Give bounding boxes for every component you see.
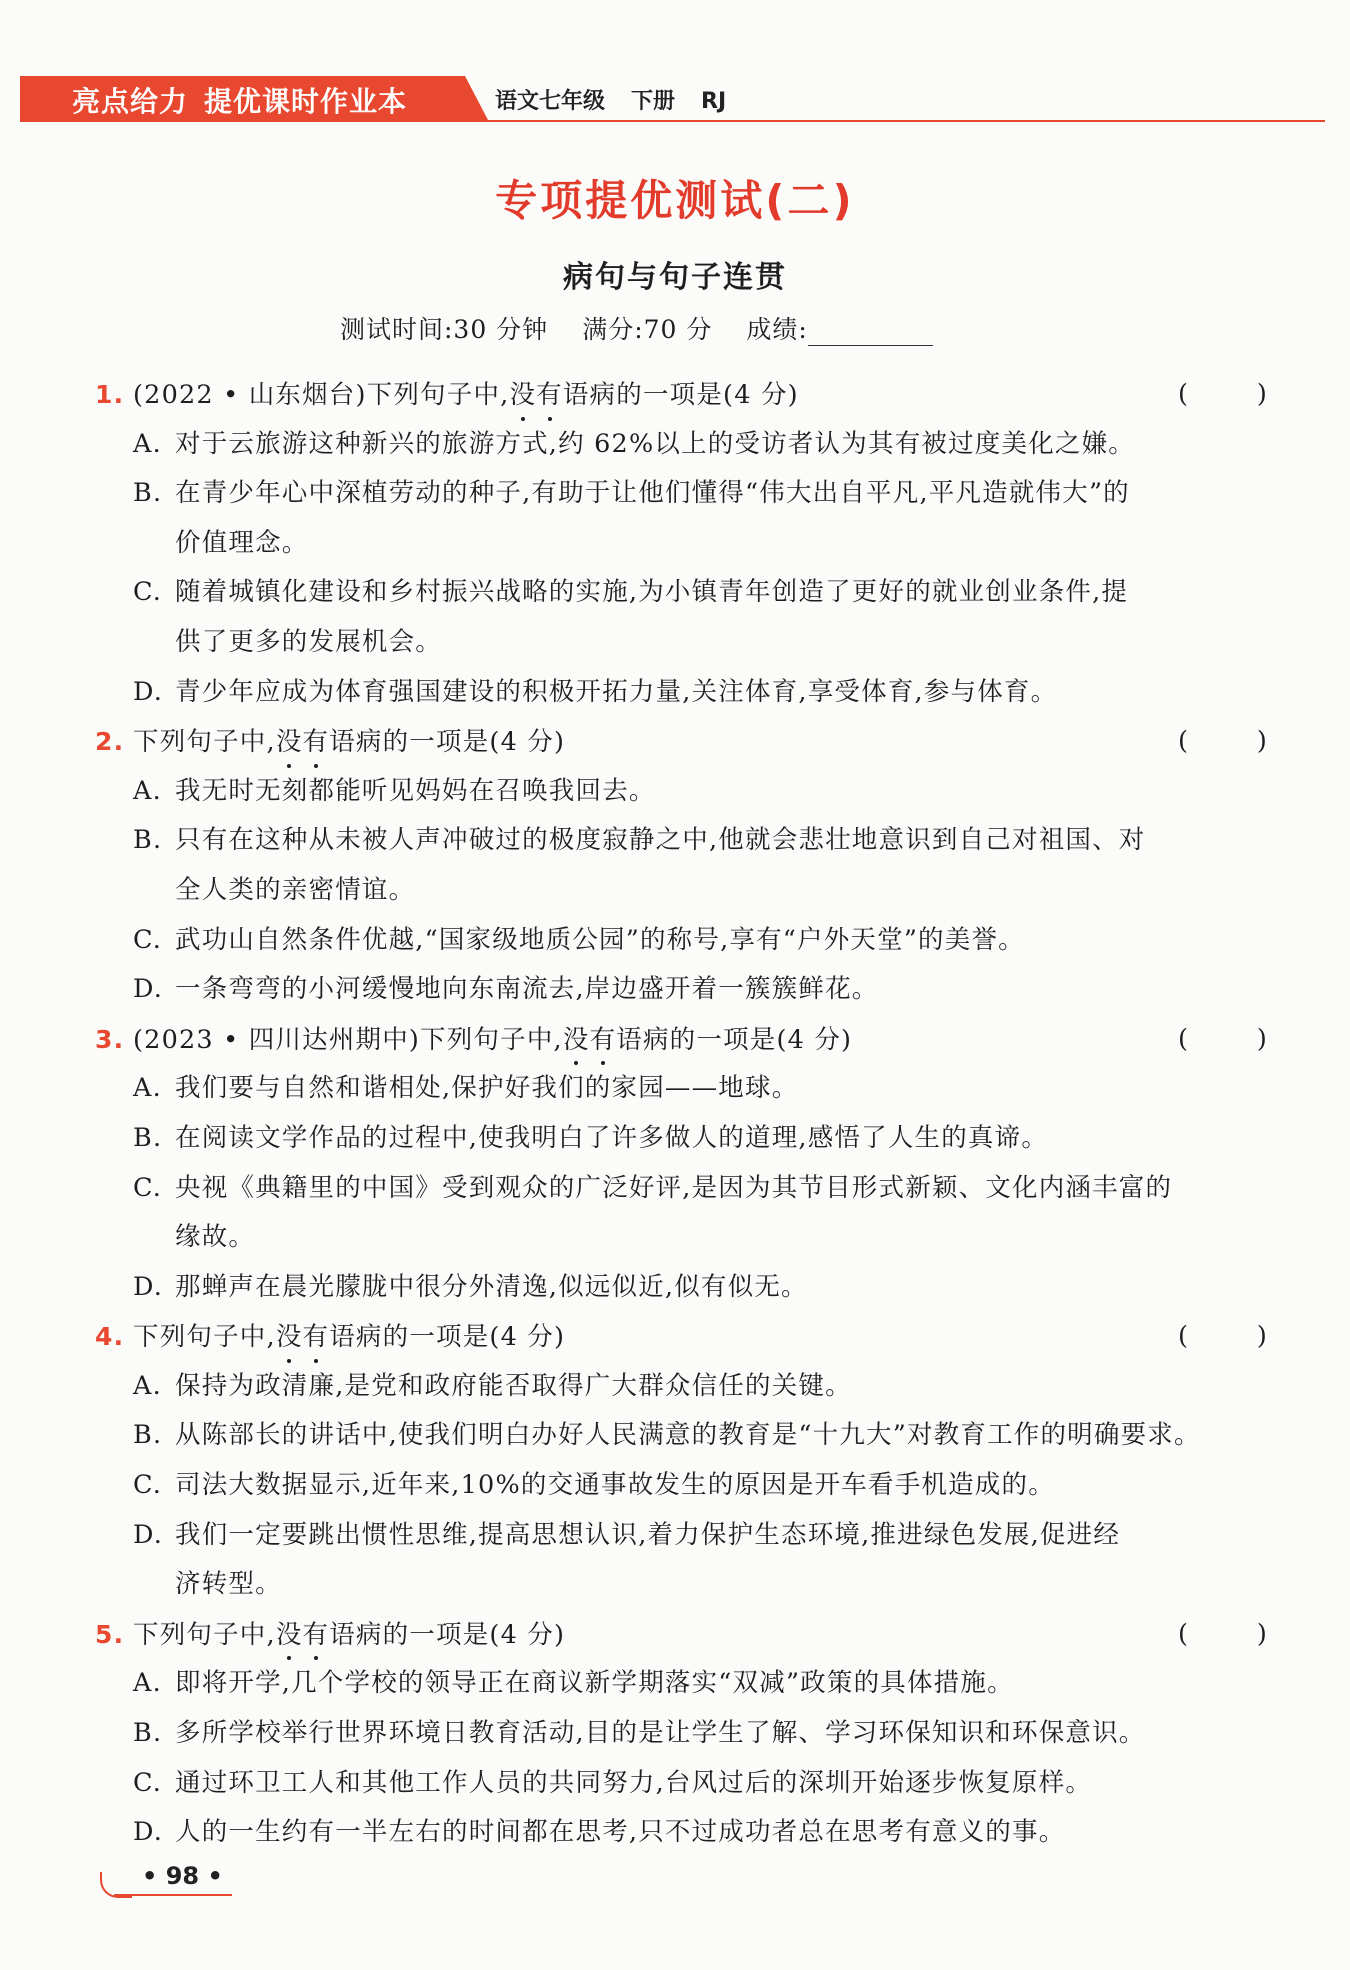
question-number: 2.	[95, 727, 125, 757]
option-a	[0, 1659, 1350, 1709]
emphasis-char: 有	[590, 1016, 617, 1066]
option-label: C.	[133, 924, 163, 955]
option-text: 我无时无刻都能听见妈妈在召唤我回去。	[175, 775, 656, 806]
question-stem	[0, 1015, 1350, 1065]
option-text: 保持为政清廉,是党和政府能否取得广大群众信任的关键。	[175, 1370, 852, 1401]
option-label: A.	[133, 1370, 162, 1401]
question-text: 语病的一项是(4 分)	[329, 1619, 566, 1650]
paren-open: (	[1178, 726, 1190, 757]
option-label: C.	[133, 1470, 163, 1501]
option-label: A.	[133, 1073, 162, 1104]
option-d	[0, 1263, 1350, 1313]
full-score: 满分:70 分	[582, 315, 713, 344]
series-name: 亮点给力	[72, 85, 189, 118]
option-label: D.	[133, 676, 164, 707]
option-text: 全人类的亲密情谊。	[175, 874, 416, 905]
emphasis-char: 没	[276, 1313, 303, 1363]
question-stem	[0, 1312, 1350, 1362]
option-text: 我们要与自然和谐相处,保护好我们的家园——地球。	[175, 1073, 799, 1104]
option-label: D.	[133, 1519, 164, 1550]
option-d	[0, 1808, 1350, 1858]
paren-close: )	[1256, 1618, 1268, 1649]
option-label: B.	[133, 1420, 163, 1451]
question-text: 语病的一项是(4 分)	[616, 1024, 853, 1055]
paren-open: (	[1178, 1023, 1190, 1054]
test-meta	[340, 310, 933, 346]
option-text: 供了更多的发展机会。	[175, 626, 443, 657]
option-c	[0, 1164, 1350, 1214]
option-text: 我们一定要跳出惯性思维,提高思想认识,着力保护生态环境,推进绿色发展,促进经	[175, 1519, 1121, 1550]
option-continuation	[0, 1213, 1350, 1263]
option-text: 只有在这种从未被人声冲破过的极度寂静之中,他就会悲壮地意识到自己对祖国、对	[175, 825, 1146, 856]
score-blank[interactable]	[808, 321, 933, 346]
emphasis-char: 没	[509, 371, 536, 421]
option-text: 即将开学,几个学校的领导正在商议新学期落实“双减”政策的具体措施。	[175, 1668, 1014, 1699]
emphasis-char: 有	[303, 718, 330, 768]
option-label: A.	[133, 775, 162, 806]
option-text: 对于云旅游这种新兴的旅游方式,约 62%以上的受访者认为其有被过度美化之嫌。	[175, 428, 1135, 459]
page-subtitle: 病句与句子连贯	[563, 260, 787, 295]
option-text: 在阅读文学作品的过程中,使我明白了许多做人的道理,感悟了人生的真谛。	[175, 1122, 1049, 1153]
option-label: A.	[133, 1668, 162, 1699]
emphasis-char: 没	[563, 1016, 590, 1066]
emphasis-char: 没	[276, 1611, 303, 1661]
option-label: A.	[133, 428, 162, 459]
emphasis-char: 没	[276, 718, 303, 768]
option-a	[0, 420, 1350, 470]
option-b	[0, 469, 1350, 519]
question-text: 语病的一项是(4 分)	[329, 727, 566, 758]
question-text: 下列句子中,	[133, 1619, 276, 1650]
option-text: 人的一生约有一半左右的时间都在思考,只不过成功者总在思考有意义的事。	[175, 1817, 1066, 1848]
option-label: D.	[133, 1817, 164, 1848]
edition: RJ	[701, 89, 727, 114]
option-label: B.	[133, 478, 163, 509]
option-a	[0, 1362, 1350, 1412]
option-continuation	[0, 618, 1350, 668]
option-text: 武功山自然条件优越,“国家级地质公园”的称号,享有“户外天堂”的美誉。	[175, 924, 1025, 955]
paren-close: )	[1256, 1321, 1268, 1352]
option-text: 那蝉声在晨光朦胧中很分外清逸,似远似近,似有似无。	[175, 1271, 808, 1302]
option-a	[0, 767, 1350, 817]
option-b	[0, 1709, 1350, 1759]
option-b	[0, 816, 1350, 866]
option-text: 在青少年心中深植劳动的种子,有助于让他们懂得“伟大出自平凡,平凡造就伟大”的	[175, 478, 1130, 509]
question-list	[0, 370, 1350, 1858]
emphasis-char: 有	[536, 371, 563, 421]
option-text: 随着城镇化建设和乡村振兴战略的实施,为小镇青年创造了更好的就业创业条件,提	[175, 577, 1129, 608]
option-continuation	[0, 1560, 1350, 1610]
question-text: 下列句子中,	[133, 1322, 276, 1353]
option-text: 济转型。	[175, 1569, 282, 1600]
question-number: 3.	[95, 1024, 125, 1054]
option-d	[0, 965, 1350, 1015]
banner-text	[72, 80, 407, 120]
subject-grade: 语文七年级	[495, 89, 606, 114]
question-stem	[0, 370, 1350, 420]
question-text: (2022 • 山东烟台)下列句子中,	[133, 380, 510, 410]
emphasis-char: 有	[303, 1313, 330, 1363]
header-rule	[20, 120, 1325, 122]
answer-blank[interactable]	[1178, 717, 1268, 767]
option-b	[0, 1411, 1350, 1461]
option-label: B.	[133, 1718, 163, 1749]
option-label: C.	[133, 577, 163, 608]
question-stem	[0, 1610, 1350, 1660]
option-text: 央视《典籍里的中国》受到观众的广泛好评,是因为其节目形式新颖、文化内涵丰富的	[175, 1172, 1173, 1203]
question-stem	[0, 717, 1350, 767]
book-info	[495, 84, 752, 115]
option-label: B.	[133, 825, 163, 856]
paren-close: )	[1256, 726, 1268, 757]
option-d	[0, 668, 1350, 718]
question-text: (2023 • 四川达州期中)下列句子中,	[133, 1024, 563, 1055]
option-continuation	[0, 519, 1350, 569]
option-c	[0, 1759, 1350, 1809]
option-c	[0, 568, 1350, 618]
question-text: 语病的一项是(4 分)	[329, 1322, 566, 1353]
option-d	[0, 1511, 1350, 1561]
paren-open: (	[1178, 1321, 1190, 1352]
option-text: 从陈部长的讲话中,使我们明白办好人民满意的教育是“十九大”对教育工作的明确要求。	[175, 1420, 1201, 1451]
option-text: 缘故。	[175, 1222, 256, 1253]
option-text: 价值理念。	[175, 527, 309, 558]
volume: 下册	[631, 89, 676, 114]
paren-close: )	[1256, 1023, 1268, 1054]
option-label: D.	[133, 1271, 164, 1302]
answer-blank[interactable]	[1178, 370, 1268, 420]
question-text: 下列句子中,	[133, 727, 276, 758]
option-text: 青少年应成为体育强国建设的积极开拓力量,关注体育,享受体育,参与体育。	[175, 676, 1058, 707]
option-text: 一条弯弯的小河缓慢地向东南流去,岸边盛开着一簇簇鲜花。	[175, 974, 879, 1005]
book-name: 提优课时作业本	[204, 85, 408, 118]
page-header	[0, 74, 1350, 122]
question-text: 语病的一项是(4 分)	[562, 380, 799, 410]
question-number: 5.	[95, 1619, 125, 1649]
option-a	[0, 1064, 1350, 1114]
page-footer	[100, 1862, 232, 1898]
option-c	[0, 916, 1350, 966]
option-label: D.	[133, 974, 164, 1005]
footer-rule	[114, 1894, 232, 1896]
option-text: 司法大数据显示,近年来,10%的交通事故发生的原因是开车看手机造成的。	[175, 1470, 1055, 1501]
answer-blank[interactable]	[1178, 1015, 1268, 1065]
option-text: 通过环卫工人和其他工作人员的共同努力,台风过后的深圳开始逐步恢复原样。	[175, 1767, 1093, 1798]
option-c	[0, 1461, 1350, 1511]
emphasis-char: 有	[303, 1611, 330, 1661]
test-time: 测试时间:30 分钟	[340, 315, 549, 344]
paren-open: (	[1178, 379, 1190, 409]
question-number: 1.	[95, 380, 125, 409]
option-continuation	[0, 866, 1350, 916]
option-text: 多所学校举行世界环境日教育活动,目的是让学生了解、学习环保知识和环保意识。	[175, 1718, 1146, 1749]
option-label: B.	[133, 1122, 163, 1153]
page-title: 专项提优测试(二)	[495, 176, 855, 225]
score-label: 成绩:	[746, 315, 808, 344]
paren-close: )	[1256, 379, 1268, 409]
answer-blank[interactable]	[1178, 1610, 1268, 1660]
option-label: C.	[133, 1767, 163, 1798]
question-number: 4.	[95, 1322, 125, 1352]
answer-blank[interactable]	[1178, 1312, 1268, 1362]
option-label: C.	[133, 1172, 163, 1203]
page-number: • 98 •	[142, 1862, 223, 1890]
option-b	[0, 1114, 1350, 1164]
paren-open: (	[1178, 1618, 1190, 1649]
